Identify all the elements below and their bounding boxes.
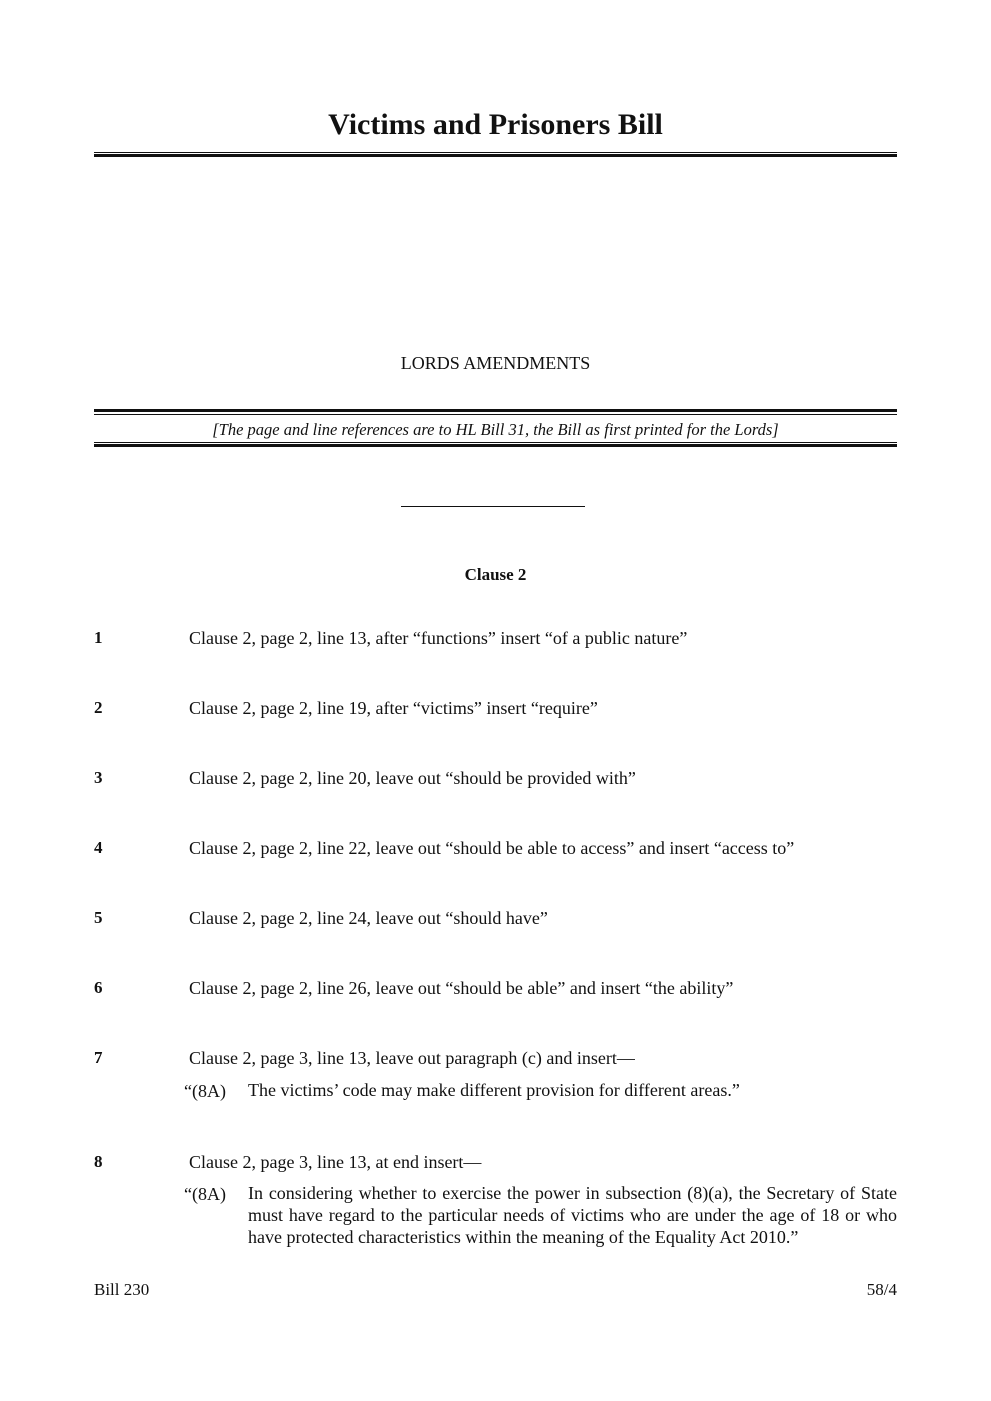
amendment-number: 8 xyxy=(94,1152,103,1171)
amendment-text: Clause 2, page 2, line 26, leave out “should be able” and insert “the ability” xyxy=(189,978,734,998)
amendment-number: 2 xyxy=(94,698,103,717)
bill-number: Bill 230 xyxy=(94,1280,150,1299)
amendment-number: 7 xyxy=(94,1048,103,1067)
title-rule-thin xyxy=(94,152,897,153)
note-rule-bottom-thick xyxy=(94,444,897,447)
note-rule-bottom-thin xyxy=(94,442,897,443)
amendment-text: Clause 2, page 2, line 13, after “functions” insert “of a public nature” xyxy=(189,628,688,648)
amendment-number: 4 xyxy=(94,838,103,857)
note-rule-top-thick xyxy=(94,409,897,412)
inserted-subsection-text: In considering whether to exercise the power in subsection (8)(a), the Secretary of State must have regard to the particular needs of victims who are under the age of 18 or who have protected characteristics within the meaning of the Equality Act 2010.” xyxy=(248,1183,897,1247)
amendment-text: Clause 2, page 2, line 20, leave out “should be provided with” xyxy=(189,768,636,788)
amendment-number: 1 xyxy=(94,628,103,647)
amendment-number: 3 xyxy=(94,768,103,787)
document-title: Victims and Prisoners Bill xyxy=(328,108,663,141)
page-reference: 58/4 xyxy=(866,1280,897,1299)
subtitle: LORDS AMENDMENTS xyxy=(400,353,591,373)
amendment-number: 5 xyxy=(94,908,103,927)
reference-note: [The page and line references are to HL Bill 31, the Bill as first printed for the Lords] xyxy=(212,420,779,439)
title-rule-thick xyxy=(94,154,897,157)
amendment-text: Clause 2, page 3, line 13, leave out paragraph (c) and insert— xyxy=(189,1048,635,1068)
note-rule-top-thin xyxy=(94,414,897,415)
inserted-subsection-label: “(8A) xyxy=(184,1184,226,1204)
amendment-text: Clause 2, page 2, line 24, leave out “should have” xyxy=(189,908,548,928)
clause-heading: Clause 2 xyxy=(464,565,527,584)
inserted-subsection-text: The victims’ code may make different provision for different areas.” xyxy=(248,1080,740,1100)
inserted-subsection-label: “(8A) xyxy=(184,1081,226,1101)
amendment-text: Clause 2, page 2, line 19, after “victims” insert “require” xyxy=(189,698,598,718)
separator-rule xyxy=(401,506,585,507)
amendment-text: Clause 2, page 3, line 13, at end insert— xyxy=(189,1152,482,1172)
amendment-text: Clause 2, page 2, line 22, leave out “should be able to access” and insert “access to” xyxy=(189,838,795,858)
amendment-number: 6 xyxy=(94,978,103,997)
